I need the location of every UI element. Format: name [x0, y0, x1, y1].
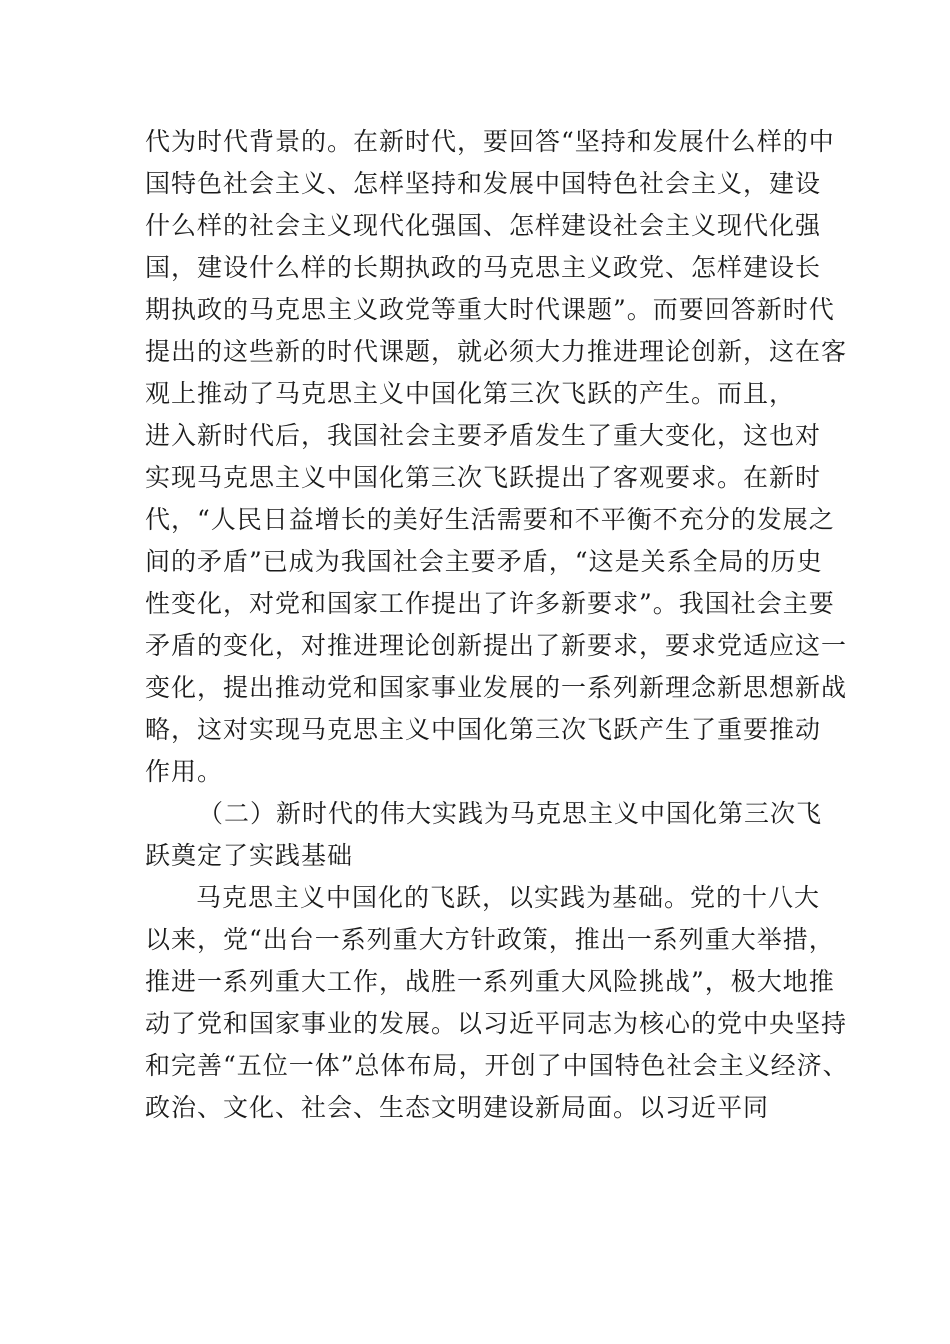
body-text-line: 推进一系列重大工作，战胜一系列重大风险挑战”，极大地推 — [145, 967, 835, 996]
body-text-line: 什么样的社会主义现代化强国、怎样建设社会主义现代化强 — [145, 211, 822, 240]
body-text-line: 国，建设什么样的长期执政的马克思主义政党、怎样建设长 — [145, 253, 822, 282]
body-text-line: 作用。 — [145, 757, 224, 786]
body-text-line: 代为时代背景的。在新时代，要回答“坚持和发展什么样的中 — [145, 127, 835, 156]
section-heading: （二）新时代的伟大实践为马克思主义中国化第三次飞 — [198, 799, 823, 828]
body-text-line: 政治、文化、社会、生态文明建设新局面。以习近平同 — [145, 1093, 770, 1122]
body-text-line: 以来，党“出台一系列重大方针政策，推出一系列重大举措， — [145, 925, 835, 954]
body-text-line: 期执政的马克思主义政党等重大时代课题”。而要回答新时代 — [145, 295, 835, 324]
body-text-line: 矛盾的变化，对推进理论创新提出了新要求，要求党适应这一 — [145, 631, 848, 660]
body-text-line: 提出的这些新的时代课题，就必须大力推进理论创新，这在客 — [145, 337, 848, 366]
body-text-line: 代，“人民日益增长的美好生活需要和不平衡不充分的发展之 — [145, 505, 835, 534]
section-heading: 跃奠定了实践基础 — [145, 841, 354, 870]
body-text-line: 间的矛盾”已成为我国社会主要矛盾，“这是关系全局的历史 — [145, 547, 823, 576]
body-text-line: 马克思主义中国化的飞跃，以实践为基础。党的十八大 — [196, 883, 821, 912]
body-text-line: 性变化，对党和国家工作提出了许多新要求”。我国社会主要 — [145, 589, 835, 618]
body-text-line: 实现马克思主义中国化第三次飞跃提出了客观要求。在新时 — [145, 463, 822, 492]
body-text-line: 观上推动了马克思主义中国化第三次飞跃的产生。而且， — [145, 379, 796, 408]
body-text-line: 国特色社会主义、怎样坚持和发展中国特色社会主义，建设 — [145, 169, 822, 198]
body-text-line: 变化，提出推动党和国家事业发展的一系列新理念新思想新战 — [145, 673, 848, 702]
body-text-line: 和完善“五位一体”总体布局，开创了中国特色社会主义经济、 — [145, 1051, 849, 1080]
body-text-line: 动了党和国家事业的发展。以习近平同志为核心的党中央坚持 — [145, 1009, 848, 1038]
body-text-line: 进入新时代后，我国社会主要矛盾发生了重大变化，这也对 — [145, 421, 822, 450]
body-text-line: 略，这对实现马克思主义中国化第三次飞跃产生了重要推动 — [145, 715, 822, 744]
